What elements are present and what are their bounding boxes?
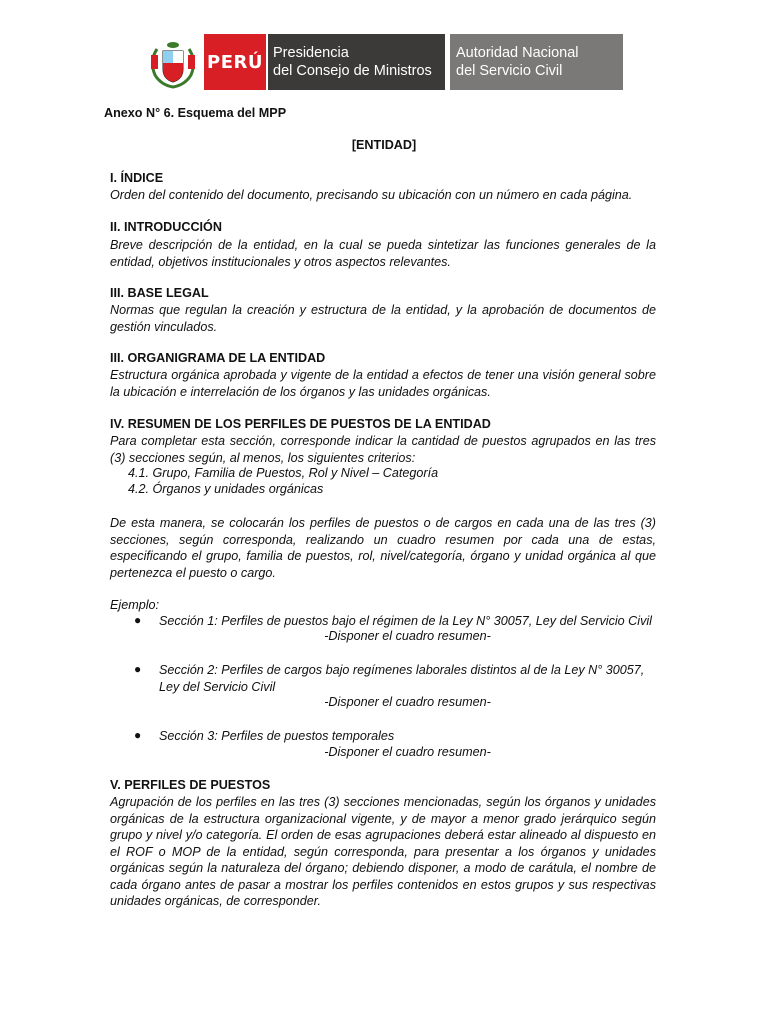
criteria-item-2: 4.2. Órganos y unidades orgánicas	[128, 482, 324, 496]
section-profiles-text: Agrupación de los perfiles en las tres (3) secciones mencionadas, según los órganos y unidades orgánicas de la estructura organizacional vigente, y de mayor a menor grado jerárquico según grupo y nivel y/o categoría. El orden de esas agrupaciones deberá estar alineado al dispuesto en el ROF o MOP de la entidad, según corresponda, para presentar a los órganos y unidades orgánicas según la naturaleza del órgano; debiendo disponer, a modo de carátula, el nombre de cada órgano antes de pasar a mostrar los perfiles contenidos en estos grupos y sus respectivas unidades orgánicas, de corresponder.	[110, 795, 656, 908]
bullet-item-3: Sección 3: Perfiles de puestos temporales	[159, 729, 395, 743]
section-legal-text: Normas que regulan la creación y estructura de la entidad, y la aprobación de documentos de gestión vinculados.	[110, 303, 656, 334]
section-intro-title: II. INTRODUCCIÓN	[110, 220, 222, 234]
bullet-item-2: Sección 2: Perfiles de cargos bajo regímenes laborales distintos al de la Ley N° 30057, Ley del Servicio Civil	[159, 663, 645, 694]
peru-label: PERÚ	[207, 51, 263, 73]
entity-heading: [ENTIDAD]	[351, 138, 417, 152]
peru-brand-box	[204, 34, 266, 90]
ansc-line-1: Autoridad Nacional	[456, 45, 579, 61]
ansc-line-2: del Servicio Civil	[456, 63, 563, 79]
section-profiles-title: V. PERFILES DE PUESTOS	[110, 778, 271, 792]
ansc-brand-box	[450, 34, 623, 90]
pcm-line-2: del Consejo de Ministros	[273, 63, 432, 79]
criteria-item-1: 4.1. Grupo, Familia de Puestos, Rol y Nivel – Categoría	[128, 466, 439, 480]
example-label: Ejemplo:	[110, 598, 159, 612]
dispose-note-3: -Disponer el cuadro resumen-	[324, 745, 491, 759]
section-legal-title: III. BASE LEGAL	[110, 286, 209, 300]
bullet-dot: ●	[134, 662, 142, 676]
section-summary-text: Para completar esta sección, corresponde indicar la cantidad de puestos agrupados en las tres (3) secciones según, al menos, los siguientes criterios:	[110, 434, 656, 465]
pcm-line-1: Presidencia	[273, 45, 349, 61]
bullet-dot: ●	[134, 613, 142, 627]
bullet-dot: ●	[134, 728, 142, 742]
section-org-text: Estructura orgánica aprobada y vigente de la entidad a efectos de tener una visión general sobre la ubicación e interrelación de los órganos y las unidades orgánicas.	[110, 368, 656, 399]
bullet-item-1: Sección 1: Perfiles de puestos bajo el régimen de la Ley N° 30057, Ley del Servicio Civil	[159, 614, 652, 628]
section-intro-text: Breve descripción de la entidad, en la cual se pueda sintetizar las funciones generales de la entidad, objetivos institucionales y otros aspectos relevantes.	[110, 238, 656, 269]
section-summary-title: IV. RESUMEN DE LOS PERFILES DE PUESTOS DE LA ENTIDAD	[110, 417, 491, 431]
annex-title: Anexo N° 6. Esquema del MPP	[104, 106, 287, 120]
dispose-note-1: -Disponer el cuadro resumen-	[324, 629, 491, 643]
section-org-title: III. ORGANIGRAMA DE LA ENTIDAD	[110, 351, 326, 365]
header-logos	[145, 34, 623, 90]
section-summary-text-2: De esta manera, se colocarán los perfiles de puestos o de cargos en cada una de las tres (3) secciones, según corresponda, realizando un cuadro resumen por cada una de estas, especificando el grupo, familia de puestos, rol, nivel/categoría, órgano y unidad orgánica al que pertenezca el puesto o cargo.	[110, 516, 656, 580]
section-index-title: I. ÍNDICE	[110, 171, 164, 185]
pcm-brand-box	[268, 34, 445, 90]
dispose-note-2: -Disponer el cuadro resumen-	[324, 695, 491, 709]
section-index-text: Orden del contenido del documento, precisando su ubicación con un número en cada página.	[110, 188, 633, 202]
coat-of-arms-icon	[145, 34, 201, 90]
